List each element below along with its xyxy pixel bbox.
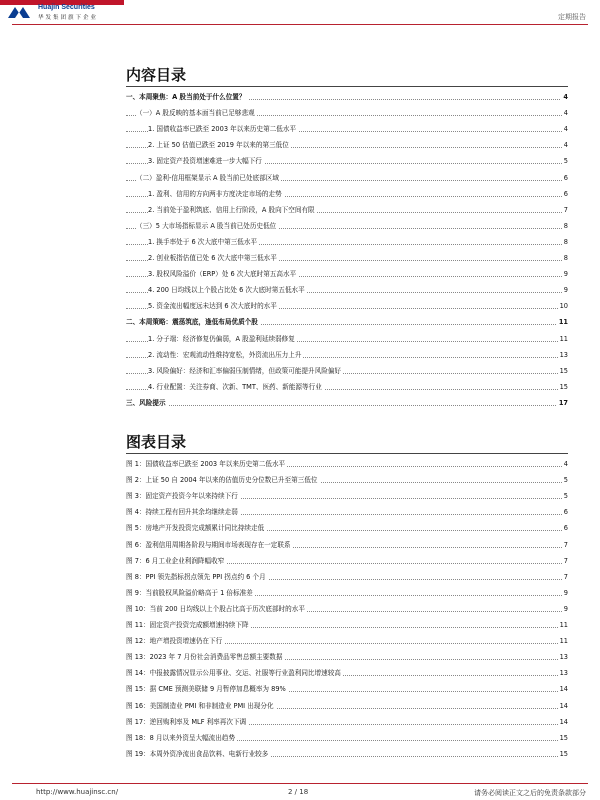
figure-entry-text: 图 5：房地产开发投资完成额累计同比持续走低 [126,524,265,533]
toc-entry[interactable] [126,220,568,232]
toc-entry-text: 2. 上证 50 估值已跌至 2019 年以来的第三低位 [148,141,289,150]
figure-entry-page: 9 [563,588,568,597]
toc-entry-text: 2. 创业板指估值已处 6 次大底中第三低水平 [148,254,277,262]
figure-entry-page: 14 [559,717,568,726]
toc-entry-page: 11 [559,334,568,343]
toc-entry-text: 5. 资金流出幅度远未达到 6 次大底时的水平 [148,302,277,311]
figure-entry[interactable] [126,522,568,534]
toc-entry[interactable] [126,91,568,103]
figure-entry-text: 图 10：当前 200 日均线以上个股占比高于历次底部时的水平 [126,604,305,613]
figure-entry-page: 6 [563,508,568,517]
toc-entry[interactable] [126,316,568,328]
figure-entry-text: 图 17：逆回购利率及 MLF 利率再次下调 [126,717,247,726]
figure-entry[interactable] [126,603,568,615]
figure-entry-page: 5 [563,492,568,501]
toc-entry-page: 7 [563,205,568,214]
figure-entry[interactable] [126,571,568,583]
figure-entry-text: 图 4：持续工程有回升其余均继续走弱 [126,508,238,517]
toc-entry-page: 6 [563,173,568,182]
toc-entry[interactable] [126,236,568,248]
toc-entry-text: 1. 分子端：经济修复仍偏弱，A 股盈利延续弱修复 [148,334,295,343]
figure-entry-text: 图 18：8 月以来外资呈大幅流出趋势 [126,733,236,742]
figure-entry[interactable] [126,506,568,518]
figure-entry[interactable] [126,490,568,502]
toc-entry-text: （一）A 股反映的基本面当前已足够悲观 [136,109,255,118]
toc-entry[interactable] [126,172,568,184]
figure-entry-text: 图 6：盈利信用周期各阶段与期间市场表现存在一定联系 [126,540,291,549]
figure-entry-text: 图 9：当前股权风险溢价略高于 1 倍标准差 [126,588,253,597]
footer-disclaimer: 请务必阅读正文之后的免责条款部分 [474,789,586,797]
figure-entry[interactable] [126,458,568,470]
figure-entry-text: 图 1：国债收益率已跌至 2003 年以来历史第二低水平 [126,460,286,468]
figure-entry[interactable] [126,474,568,486]
toc-entry-text: 三、风险提示 [126,398,166,407]
toc-entry[interactable] [126,268,568,280]
toc-entry[interactable] [126,139,568,151]
figure-entry-text: 图 7：6 月工业企业利润降幅收窄 [126,556,225,565]
toc-entry-page: 9 [563,270,568,279]
toc-entry-page: 5 [563,157,568,166]
toc-entry-page: 8 [563,221,568,230]
toc-entry[interactable] [126,188,568,200]
footer-page-number: 2 / 18 [288,788,309,796]
figure-entry-page: 11 [559,621,568,629]
figure-entry-text: 图 8：PPI 领先指标拐点领先 PPI 拐点约 6 个月 [126,572,266,581]
toc-entry-page: 15 [559,382,568,391]
figure-entry-text: 图 14：中报披露情况显示公用事业、交运、社服等行业盈利同比增速较高 [126,669,341,678]
figure-entry-page: 5 [563,476,568,485]
toc-entry-text: 二、本周策略：震荡筑底，逢低布局优质个股 [126,318,258,327]
toc-entry-page: 8 [563,237,568,246]
figure-entry-page: 7 [563,556,568,565]
toc-entry-text: 2. 流动性：宏观流动性维持宽松，外资流出压力上升 [148,350,302,359]
toc-entry-text: 2. 当前处于盈利筑底、信用上行阶段，A 股向下空间有限 [148,205,315,214]
toc-entry-page: 4 [563,141,568,150]
figure-entry-page: 14 [559,701,568,710]
toc-entry-page: 4 [563,109,568,118]
figure-entry-text: 图 15：据 CME 预测美联储 9 月暂停加息概率为 89% [126,685,286,694]
toc-entry-page: 13 [559,350,568,359]
figure-entry-text: 图 3：固定资产投资今年以来持续下行 [126,492,238,501]
toc-entry[interactable] [126,107,568,119]
toc-entry-text: 1. 国债收益率已跌至 2003 年以来历史第二低水平 [148,125,297,134]
toc-entry[interactable] [126,349,568,361]
header-divider [12,24,588,25]
toc-entry-text: 1. 换手率处于 6 次大底中第三低水平 [148,237,258,246]
toc-entry-page: 10 [559,302,568,311]
figure-entry[interactable] [126,683,568,695]
figure-entry-text: 图 12：地产增投资增速仍在下行 [126,637,223,646]
figure-entry-page: 13 [559,669,568,678]
toc-entry-text: 4. 200 日均线以上个股占比处 6 次大底时第五低水平 [148,286,305,295]
toc-entry[interactable] [126,397,568,409]
toc-entry-text: 4. 行业配置：关注券商、次新、TMT、医药、新能源等行业 [148,382,322,391]
toc-entry[interactable] [126,252,568,264]
toc-entry-text: （二）盈利-信用框架显示 A 股当前已处底部区域 [136,173,279,182]
figure-entry-text: 图 13：2023 年 7 月份社会消费品零售总额主要数据 [126,653,283,662]
toc-entry-text: 1. 盈利、信用的方向两非方度决定市场的走势 [148,189,282,198]
toc-entry-page: 11 [558,318,568,327]
toc-entry-page: 9 [563,286,568,295]
toc-entry[interactable] [126,365,568,377]
toc-entry[interactable] [126,284,568,296]
toc-entry-page: 17 [558,398,568,407]
toc-entry[interactable] [126,123,568,135]
toc-entry-page: 4 [563,93,568,101]
toc-entry-page: 4 [563,125,568,134]
figure-entry-page: 7 [563,540,568,549]
figure-entry[interactable] [126,587,568,599]
logo-chinese: 华发集团旗下企业 [38,15,99,21]
toc-entry[interactable] [126,333,568,345]
toc-entry[interactable] [126,155,568,167]
figure-entry[interactable] [126,748,568,760]
figure-entry[interactable] [126,732,568,744]
figure-entry[interactable] [126,555,568,567]
footer-url[interactable]: http://www.huajinsc.cn/ [36,788,119,796]
toc-title: 内容目录 [126,66,187,84]
footer-divider [12,783,588,784]
figures-title-underline [126,453,568,454]
toc-title-underline [126,86,568,87]
figure-entry-page: 14 [559,685,568,694]
figure-entry-page: 4 [563,460,568,468]
figure-entry[interactable] [126,635,568,647]
figure-entry-text: 图 19：本周外资净流出食品饮料、电新行业较多 [126,749,269,758]
toc-entry-text: （三）5 大市场指标显示 A 股当前已处历史低位 [136,221,277,230]
toc-entry-page: 15 [559,366,568,375]
figure-entry[interactable] [126,539,568,551]
figure-entry[interactable] [126,700,568,712]
toc-entry[interactable] [126,204,568,216]
figure-entry-page: 7 [563,572,568,581]
figure-entry-text: 图 2：上证 50 自 2004 年以来的估值历史分位数已升至第三低位 [126,476,318,485]
figure-entry[interactable] [126,716,568,728]
huajin-logo-icon [6,4,32,20]
figure-entry[interactable] [126,619,568,631]
toc-entry-page: 8 [563,254,568,262]
toc-entry[interactable] [126,381,568,393]
figure-entry[interactable] [126,651,568,663]
logo-english: Huajin Securities [38,4,95,11]
report-type: 定期报告 [558,13,586,21]
toc-entry-text: 3. 风险偏好：经济和汇率偏弱压制情绪，但政策可能提升风险偏好 [148,366,342,375]
toc-entry[interactable] [126,300,568,312]
toc-entry-text: 一、本周聚焦：A 股当前处于什么位置？ [126,93,246,101]
toc-entry-text: 3. 股权风险溢价（ERP）处 6 次大底时第五高水平 [148,270,297,279]
figure-entry-text: 图 16：美国制造业 PMI 和非制造业 PMI 出现分化 [126,701,274,710]
toc-entry-text: 3. 固定资产投资增速难进一步大幅下行 [148,157,262,166]
page-header [0,0,600,24]
leader-dots [126,405,564,406]
figure-entry-page: 9 [563,604,568,613]
figure-entry-text: 图 11：固定资产投资完成额增速持续下降 [126,621,249,629]
figure-entry[interactable] [126,667,568,679]
figures-title: 图表目录 [126,433,187,451]
figure-entry-page: 6 [563,524,568,533]
figure-entry-page: 15 [559,733,568,742]
figure-entry-page: 13 [559,653,568,662]
figure-entry-page: 11 [559,637,568,646]
figure-entry-page: 15 [559,749,568,758]
toc-entry-page: 6 [563,189,568,198]
